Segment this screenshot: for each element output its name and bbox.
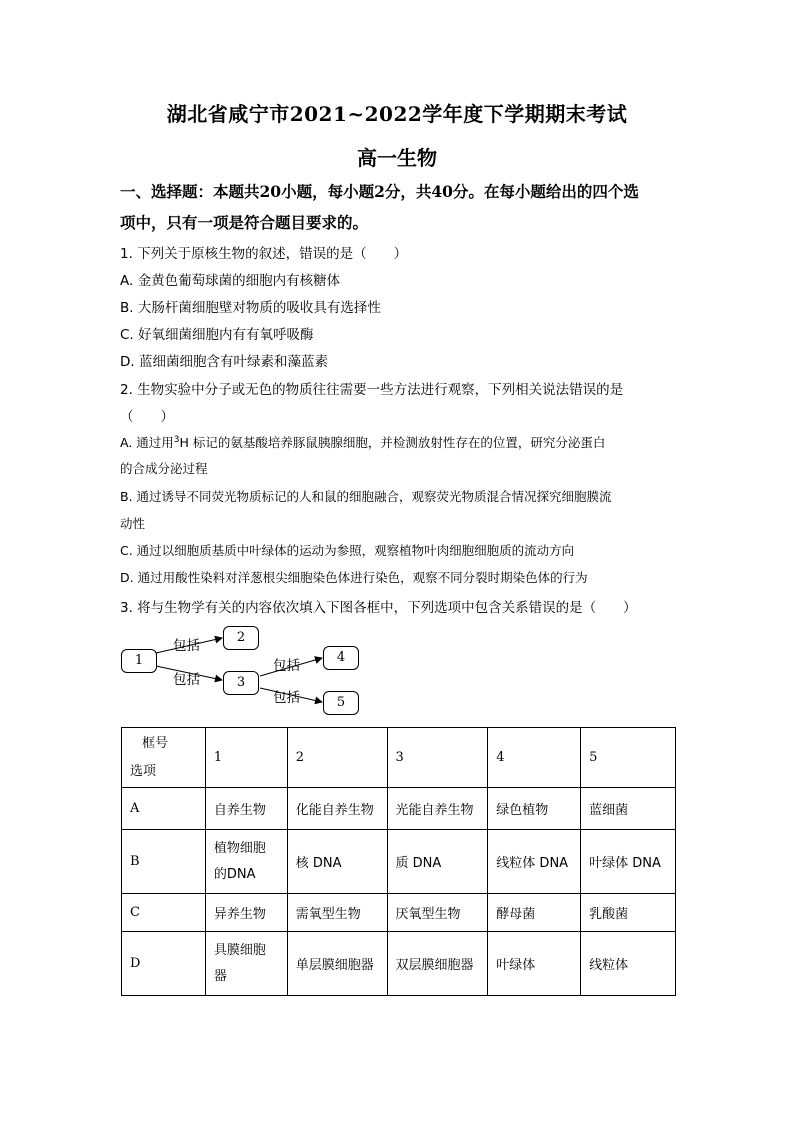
row-a-col-4: 绿色植物 — [488, 788, 581, 830]
q1-option-c: C. 好氧细菌细胞内有有氧呼吸酶 — [120, 327, 314, 343]
q1-option-d: D. 蓝细菌细胞含有叶绿素和藻蓝素 — [120, 354, 328, 370]
q2-stem-line-1: 2. 生物实验中分子或无色的物质往往需要一些方法进行观察，下列相关说法错误的是 — [120, 382, 624, 398]
diagram-box-4: 4 — [323, 646, 359, 670]
q2-option-a-line-2: 的合成分泌过程 — [120, 461, 208, 476]
row-d-col-3: 双层膜细胞器 — [387, 932, 488, 996]
row-c-col-1: 异养生物 — [205, 894, 287, 932]
row-c-col-4: 酵母菌 — [488, 894, 581, 932]
row-c-option: C — [122, 894, 206, 932]
header-col-3: 3 — [387, 728, 488, 788]
q2-option-a-superscript: 3 — [173, 434, 180, 445]
header-col-5: 5 — [581, 728, 676, 788]
row-b-col-2: 核 DNA — [287, 830, 387, 894]
diagram-label-includes-3: 包括 — [273, 658, 300, 674]
row-d-col-2: 单层膜细胞器 — [287, 932, 387, 996]
row-d-col-1: 具膜细胞器 — [205, 932, 287, 996]
row-b-col-4: 线粒体 DNA — [488, 830, 581, 894]
q3-stem: 3. 将与生物学有关的内容依次填入下图各框中，下列选项中包含关系错误的是（ ） — [120, 600, 637, 616]
q1-option-b: B. 大肠杆菌细胞壁对物质的吸收具有选择性 — [120, 300, 381, 316]
row-d-col-5: 线粒体 — [581, 932, 676, 996]
row-a-col-3: 光能自养生物 — [387, 788, 488, 830]
row-a-col-5: 蓝细菌 — [581, 788, 676, 830]
q2-option-a — [120, 433, 605, 451]
row-a-option: A — [122, 788, 206, 830]
row-b-col-1: 植物细胞的DNA — [205, 830, 287, 894]
table-corner-cell — [122, 728, 206, 788]
table-row — [122, 788, 676, 830]
row-b-option: B — [122, 830, 206, 894]
header-option: 选项 — [130, 763, 157, 779]
diagram-box-5: 5 — [323, 691, 359, 715]
table-header-row — [122, 728, 676, 788]
diagram-box-3: 3 — [223, 671, 259, 695]
inclusion-diagram — [118, 620, 368, 720]
row-b-col-3: 质 DNA — [387, 830, 488, 894]
row-c-col-5: 乳酸菌 — [581, 894, 676, 932]
q1-stem: 1. 下列关于原核生物的叙述，错误的是（ ） — [120, 246, 408, 262]
q2-option-c: C. 通过以细胞质基质中叶绿体的运动为参照，观察植物叶肉细胞细胞质的流动方向 — [120, 543, 575, 558]
header-box-number: 框号 — [142, 735, 169, 751]
row-d-col-4: 叶绿体 — [488, 932, 581, 996]
section-header-line-2: 项中，只有一项是符合题目要求的。 — [120, 213, 369, 232]
q2-option-a-text: H 标记的氨基酸培养豚鼠胰腺细胞，并检测放射性存在的位置，研究分泌蛋白 — [179, 435, 606, 450]
row-a-col-2: 化能自养生物 — [287, 788, 387, 830]
header-col-1: 1 — [205, 728, 287, 788]
row-b-col-5: 叶绿体 DNA — [581, 830, 676, 894]
header-col-2: 2 — [287, 728, 387, 788]
header-col-4: 4 — [488, 728, 581, 788]
table-row — [122, 894, 676, 932]
row-a-col-1: 自养生物 — [205, 788, 287, 830]
section-header-line-1: 一、选择题：本题共20小题，每小题2分，共40分。在每小题给出的四个选 — [120, 182, 639, 201]
subject-title: 高一生物 — [357, 146, 437, 170]
q2-option-a-prefix: A. 通过用 — [120, 435, 174, 450]
answer-table — [121, 727, 676, 996]
row-c-col-3: 厌氧型生物 — [387, 894, 488, 932]
table-row — [122, 932, 676, 996]
q2-stem-line-2: （ ） — [120, 409, 174, 425]
q2-option-d: D. 通过用酸性染料对洋葱根尖细胞染色体进行染色，观察不同分裂时期染色体的行为 — [120, 570, 588, 585]
exam-title: 湖北省咸宁市2021~2022学年度下学期期末考试 — [166, 102, 628, 126]
row-c-col-2: 需氧型生物 — [287, 894, 387, 932]
diagram-box-2: 2 — [223, 626, 259, 650]
diagram-label-includes-2: 包括 — [173, 672, 200, 688]
diagram-label-includes-4: 包括 — [273, 690, 300, 706]
q2-option-b: B. 通过诱导不同荧光物质标记的人和鼠的细胞融合，观察荧光物质混合情况探究细胞膜流 — [120, 489, 612, 504]
q2-option-b-line-2: 动性 — [120, 516, 146, 531]
diagram-label-includes-1: 包括 — [173, 638, 200, 654]
diagram-box-1: 1 — [121, 649, 157, 673]
table-row — [122, 830, 676, 894]
row-d-option: D — [122, 932, 206, 996]
q1-option-a: A. 金黄色葡萄球菌的细胞内有核糖体 — [120, 273, 341, 289]
